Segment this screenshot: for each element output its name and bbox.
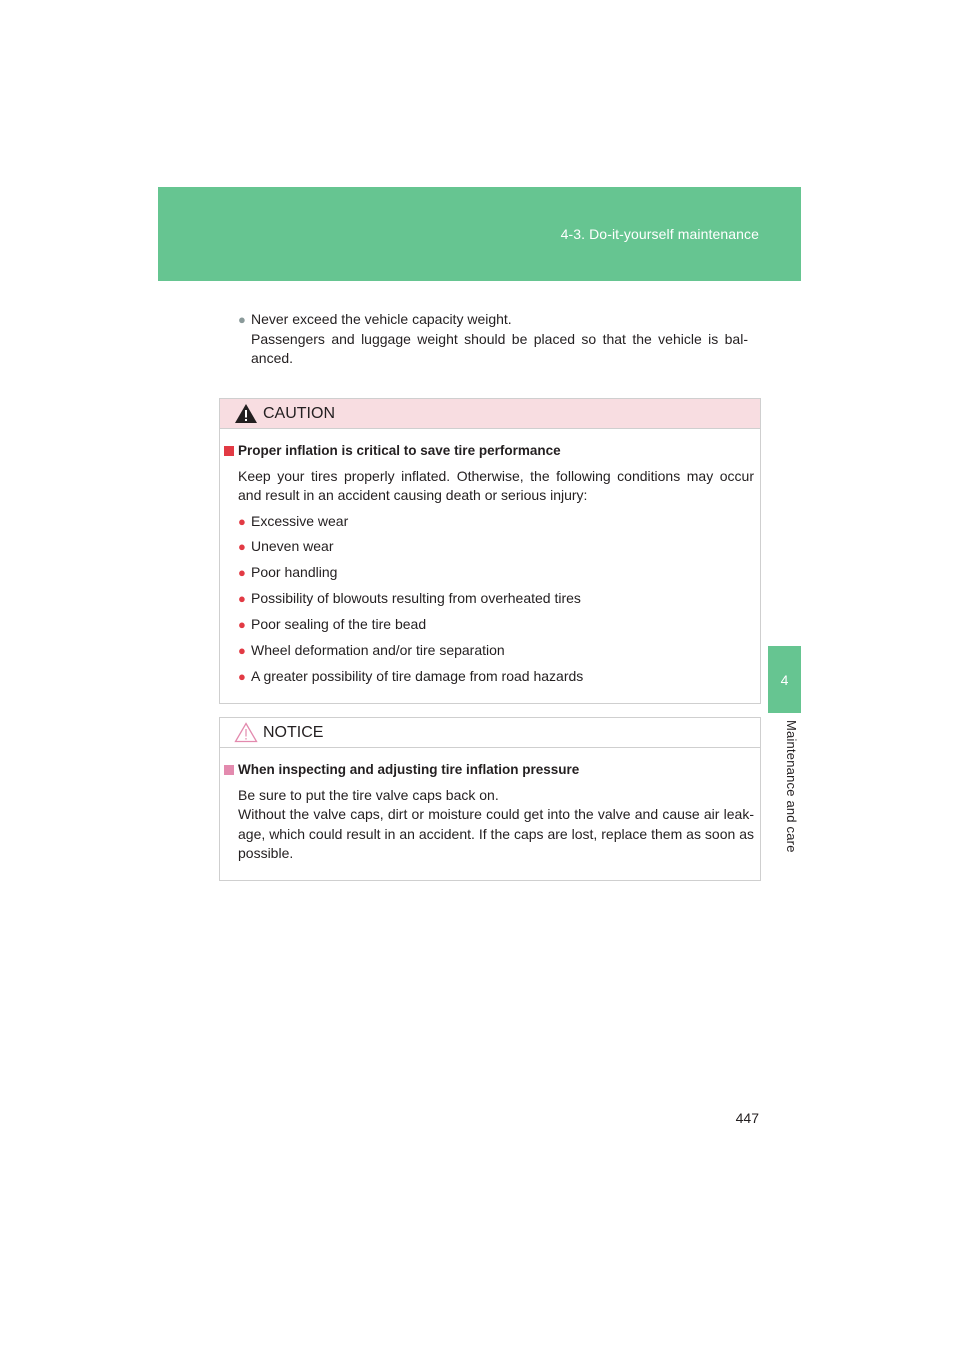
warning-triangle-outline-icon (234, 722, 258, 743)
bullet-dot-icon: ● (238, 513, 246, 529)
list-item-text: Uneven wear (251, 538, 334, 555)
notice-line-1: Be sure to put the tire valve caps back on. (238, 786, 499, 803)
caution-text: Keep your tires properly inflated. Otherwise, the following conditions may occur and result in an accident causing death or serious injury: (238, 467, 754, 503)
warning-triangle-icon (234, 403, 258, 424)
bullet-dot-icon: ● (238, 668, 246, 684)
list-item-text: Excessive wear (251, 512, 349, 529)
square-bullet-icon (224, 765, 234, 775)
bullet-dot-icon: ● (238, 312, 246, 327)
list-item (238, 667, 754, 687)
intro-bullet-text: Passengers and luggage weight should be placed so that the vehicle is bal-anced. (251, 330, 748, 366)
header-band (158, 187, 801, 281)
bullet-dot-icon: ● (238, 591, 246, 607)
intro-bullet-title: Never exceed the vehicle capacity weight. (251, 311, 512, 327)
caution-list (224, 512, 754, 687)
notice-box (219, 717, 761, 881)
list-item-text: Poor sealing of the tire bead (251, 616, 427, 633)
bullet-dot-icon: ● (238, 642, 246, 658)
chapter-number: 4 (780, 671, 789, 688)
list-item-text: Poor handling (251, 564, 338, 581)
notice-body (220, 748, 760, 864)
list-item (238, 537, 754, 557)
bullet-dot-icon: ● (238, 565, 246, 581)
notice-heading-text: When inspecting and adjusting tire inflation pressure (238, 762, 580, 777)
bullet-dot-icon: ● (238, 539, 246, 555)
page-number: 447 (735, 1110, 759, 1126)
list-item-text: Possibility of blowouts resulting from overheated tires (251, 590, 581, 607)
caution-heading-text: Proper inflation is critical to save tire performance (238, 443, 561, 458)
notice-title: NOTICE (263, 723, 324, 741)
list-item-text: A greater possibility of tire damage from road hazards (251, 667, 584, 684)
list-item (238, 563, 754, 583)
caution-heading (224, 441, 754, 461)
intro-bullet (238, 310, 748, 369)
list-item-text: Wheel deformation and/or tire separation (251, 641, 505, 658)
list-item (238, 641, 754, 661)
chapter-tab (768, 646, 801, 713)
caution-box (219, 398, 761, 704)
list-item (238, 615, 754, 635)
bullet-dot-icon: ● (238, 617, 246, 633)
caution-title: CAUTION (263, 404, 335, 422)
list-item (238, 512, 754, 532)
caution-header (220, 399, 760, 429)
section-title: 4-3. Do-it-yourself maintenance (560, 226, 759, 242)
chapter-label: Maintenance and care (784, 720, 799, 853)
notice-line-2: Without the valve caps, dirt or moisture could get into the valve and cause air leak-age, which could result in an accident. If the caps are lost, replace them as soon as possible. (238, 806, 754, 861)
caution-body (220, 429, 760, 686)
notice-heading (224, 760, 754, 780)
square-bullet-icon (224, 446, 234, 456)
list-item (238, 589, 754, 609)
notice-header (220, 718, 760, 748)
